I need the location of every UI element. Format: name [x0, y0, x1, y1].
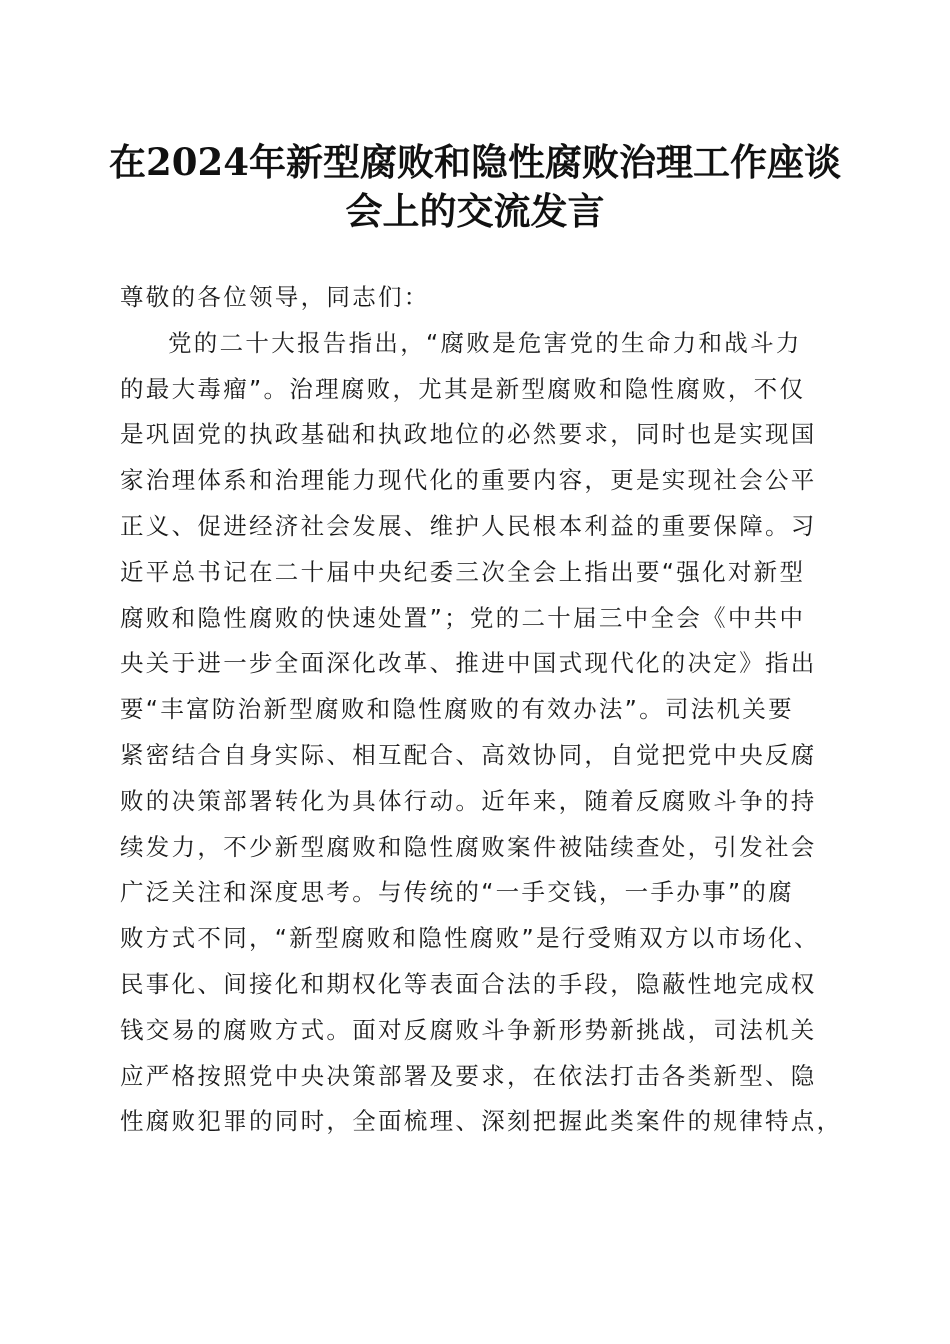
title-line-2: 会上的交流发言 [345, 189, 605, 233]
paragraph-line: 民事化、间接化和期权化等表面合法的手段，隐蔽性地完成权 [120, 969, 817, 998]
document-title [100, 138, 850, 236]
paragraph-line: 正义、促进经济社会发展、维护人民根本利益的重要保障。习 [120, 511, 817, 540]
paragraph-line: 紧密结合自身实际、相互配合、高效协同，自觉把党中央反腐 [120, 740, 817, 769]
paragraph-line: 腐败和隐性腐败的快速处置”；党的二十届三中全会《中共中 [120, 603, 806, 632]
paragraph-line: 近平总书记在二十届中央纪委三次全会上指出要“强化对新型 [120, 557, 806, 586]
paragraph-line: 党的二十大报告指出，“腐败是危害党的生命力和战斗力 [168, 328, 802, 357]
paragraph-line: 广泛关注和深度思考。与传统的“一手交钱，一手办事”的腐 [120, 878, 794, 907]
salutation: 尊敬的各位领导，同志们： [120, 283, 430, 311]
paragraph-line: 续发力，不少新型腐败和隐性腐败案件被陆续查处，引发社会 [120, 832, 817, 861]
paragraph-line: 败方式不同，“新型腐败和隐性腐败”是行受贿双方以市场化、 [120, 924, 820, 953]
document-body [120, 275, 843, 1145]
paragraph-line: 央关于进一步全面深化改革、推进中国式现代化的决定》指出 [120, 649, 817, 678]
paragraph-line: 钱交易的腐败方式。面对反腐败斗争新形势新挑战，司法机关 [120, 1015, 817, 1044]
paragraph-line: 应严格按照党中央决策部署及要求，在依法打击各类新型、隐 [120, 1061, 817, 1090]
paragraph-line: 的最大毒瘤”。治理腐败，尤其是新型腐败和隐性腐败，不仅 [120, 374, 806, 403]
paragraph-line: 家治理体系和治理能力现代化的重要内容，更是实现社会公平 [120, 466, 817, 495]
paragraph-line: 败的决策部署转化为具体行动。近年来，随着反腐败斗争的持 [120, 786, 817, 815]
paragraph-line: 是巩固党的执政基础和执政地位的必然要求，同时也是实现国 [120, 420, 817, 449]
title-line-1: 在2024年新型腐败和隐性腐败治理工作座谈 [109, 140, 841, 184]
paragraph-line: 要“丰富防治新型腐败和隐性腐败的有效办法”。司法机关要 [120, 695, 794, 724]
paragraph-line: 性腐败犯罪的同时，全面梳理、深刻把握此类案件的规律特点， [120, 1107, 843, 1136]
